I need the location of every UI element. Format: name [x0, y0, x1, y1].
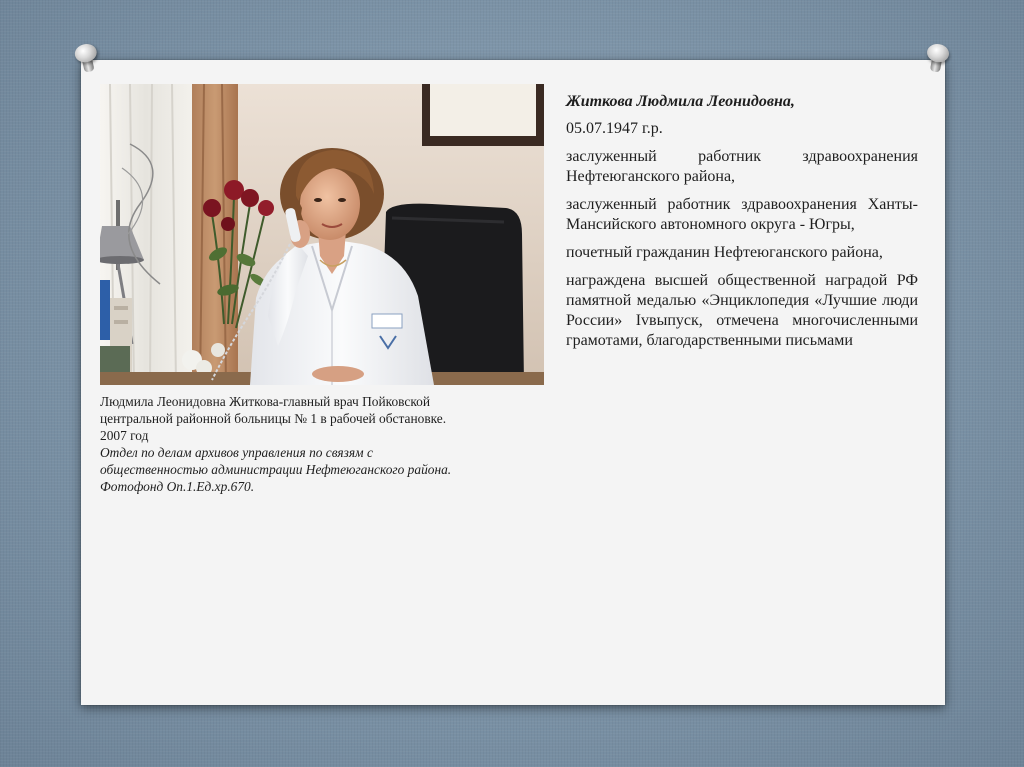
photo-caption: [100, 393, 540, 495]
caption-line: 2007 год: [100, 428, 149, 443]
person-name: Житкова Людмила Леонидовна,: [566, 93, 795, 110]
bio-item: почетный гражданин Нефтеюганского района,: [566, 244, 883, 261]
birth-date: 05.07.1947 г.р.: [566, 120, 663, 137]
pushpin-head: [73, 42, 98, 64]
caption-line: Людмила Леонидовна Житкова-главный врач Пойковской: [100, 394, 431, 409]
biography-text: [566, 92, 918, 359]
portrait-photo: [100, 84, 544, 385]
caption-line: центральной районной больницы № 1 в рабочей обстановке.: [100, 411, 447, 426]
pushpin-head: [926, 42, 951, 64]
bio-item: заслуженный работник здравоохранения Нефтеюганского района,: [566, 148, 918, 185]
bio-item: награждена высшей общественной наградой РФ памятной медалью «Энциклопедия «Лучшие люди России» Ivвыпуск, отмечена многочисленными грамотами, благодарственными письмами: [566, 272, 918, 349]
pushpin-right-icon: [922, 42, 953, 76]
caption-archive-line: Фотофонд Оп.1.Ед.хр.670.: [100, 479, 255, 494]
caption-archive-line: Отдел по делам архивов управления по связям с: [100, 445, 373, 460]
caption-archive-line: общественностью администрации Нефтеюганского района.: [100, 462, 452, 477]
bio-item: заслуженный работник здравоохранения Ханты-Мансийского автономного округа - Югры,: [566, 196, 918, 233]
pushpin-left-icon: [71, 42, 103, 77]
